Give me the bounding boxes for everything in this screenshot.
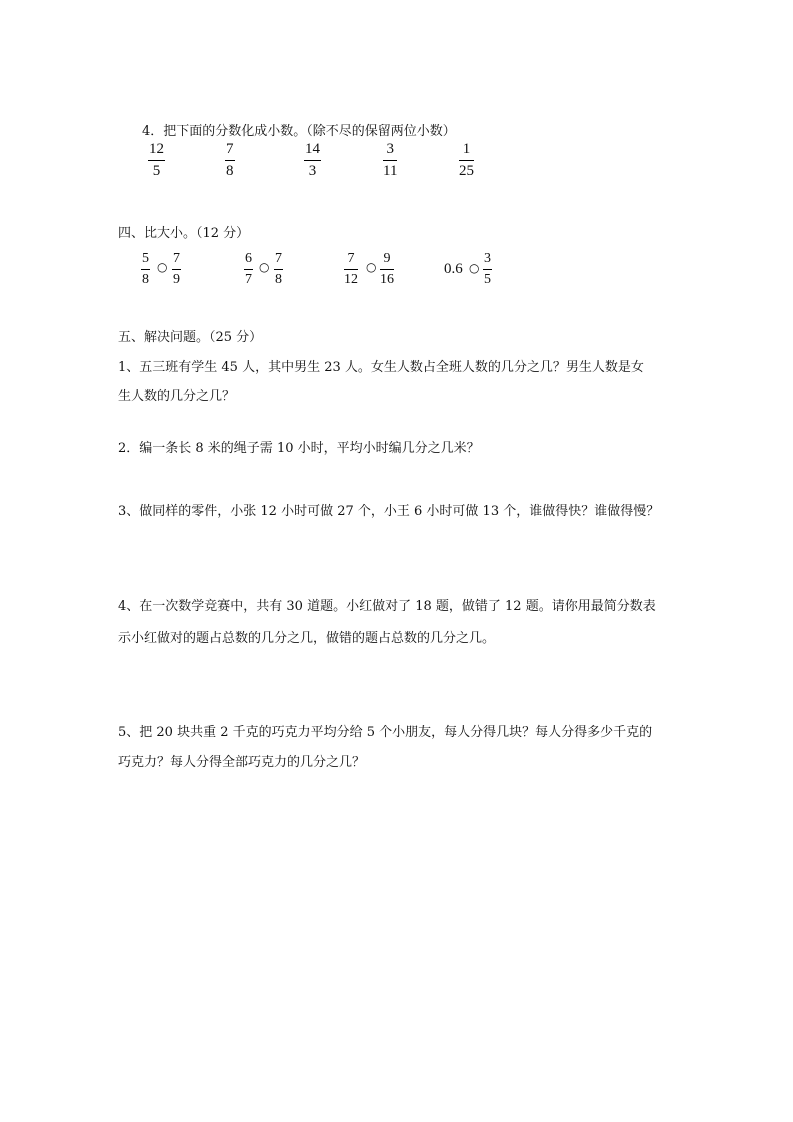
pair3-right-fraction xyxy=(380,251,394,288)
numerator: 14 xyxy=(304,141,321,161)
numerator: 7 xyxy=(172,251,181,270)
problem-5-line-2: 巧克力？每人分得全部巧克力的几分之几？ xyxy=(118,755,366,770)
numerator: 12 xyxy=(148,141,165,161)
denominator: 8 xyxy=(226,163,234,179)
numerator: 3 xyxy=(383,141,397,161)
section4-title: 四、比大小。（12 分） xyxy=(118,226,250,241)
q4-title: 4．把下面的分数化成小数。（除不尽的保留两位小数） xyxy=(142,124,456,139)
problem-2: 2．编一条长 8 米的绳子需 10 小时，平均小时编几分之几米？ xyxy=(118,441,480,456)
denominator: 16 xyxy=(380,272,394,287)
compare-circle: ○ xyxy=(366,260,377,274)
numerator: 6 xyxy=(244,251,253,270)
fraction-4 xyxy=(383,141,397,180)
numerator: 3 xyxy=(483,251,492,270)
problem-4-line-1: 4、在一次数学竞赛中，共有 30 道题。小红做对了 18 题，做错了 12 题。请你用最简分数表 xyxy=(118,599,656,614)
pair1-right-fraction xyxy=(172,251,181,288)
pair4-right-fraction xyxy=(483,251,492,288)
problem-3: 3、做同样的零件，小张 12 小时可做 27 个，小王 6 小时可做 13 个，谁做得快？谁做得慢？ xyxy=(118,504,660,519)
pair2-right-fraction xyxy=(274,251,283,288)
fraction-5 xyxy=(459,141,474,180)
numerator: 9 xyxy=(380,251,394,270)
denominator: 8 xyxy=(142,272,149,287)
fraction-2 xyxy=(225,141,235,180)
pair4-left-decimal: 0.6 xyxy=(444,261,463,277)
numerator: 7 xyxy=(344,251,358,270)
problem-1-line-2: 生人数的几分之几？ xyxy=(118,389,236,404)
denominator: 7 xyxy=(245,272,252,287)
numerator: 7 xyxy=(274,251,283,270)
pair1-left-fraction xyxy=(141,251,150,288)
numerator: 7 xyxy=(225,141,235,161)
compare-circle: ○ xyxy=(469,261,480,275)
pair2-left-fraction xyxy=(244,251,253,288)
pair3-left-fraction xyxy=(344,251,358,288)
section5-title: 五、解决问题。（25 分） xyxy=(118,330,263,345)
denominator: 9 xyxy=(173,272,180,287)
problem-1-line-1: 1、五三班有学生 45 人，其中男生 23 人。女生人数占全班人数的几分之几？男生人数是女 xyxy=(118,360,644,375)
problem-4-line-2: 示小红做对的题占总数的几分之几，做错的题占总数的几分之几。 xyxy=(118,631,496,646)
denominator: 8 xyxy=(275,272,282,287)
fraction-3 xyxy=(304,141,321,180)
denominator: 5 xyxy=(484,272,491,287)
fraction-1 xyxy=(148,141,165,180)
denominator: 12 xyxy=(344,272,358,287)
denominator: 3 xyxy=(308,163,317,179)
compare-circle: ○ xyxy=(259,260,270,274)
numerator: 1 xyxy=(459,141,474,161)
problem-5-line-1: 5、把 20 块共重 2 千克的巧克力平均分给 5 个小朋友，每人分得几块？每人分得多少千克的 xyxy=(118,725,653,740)
compare-circle: ○ xyxy=(157,260,168,274)
denominator: 5 xyxy=(152,163,161,179)
denominator: 11 xyxy=(383,163,398,179)
denominator: 25 xyxy=(459,163,474,179)
numerator: 5 xyxy=(141,251,150,270)
